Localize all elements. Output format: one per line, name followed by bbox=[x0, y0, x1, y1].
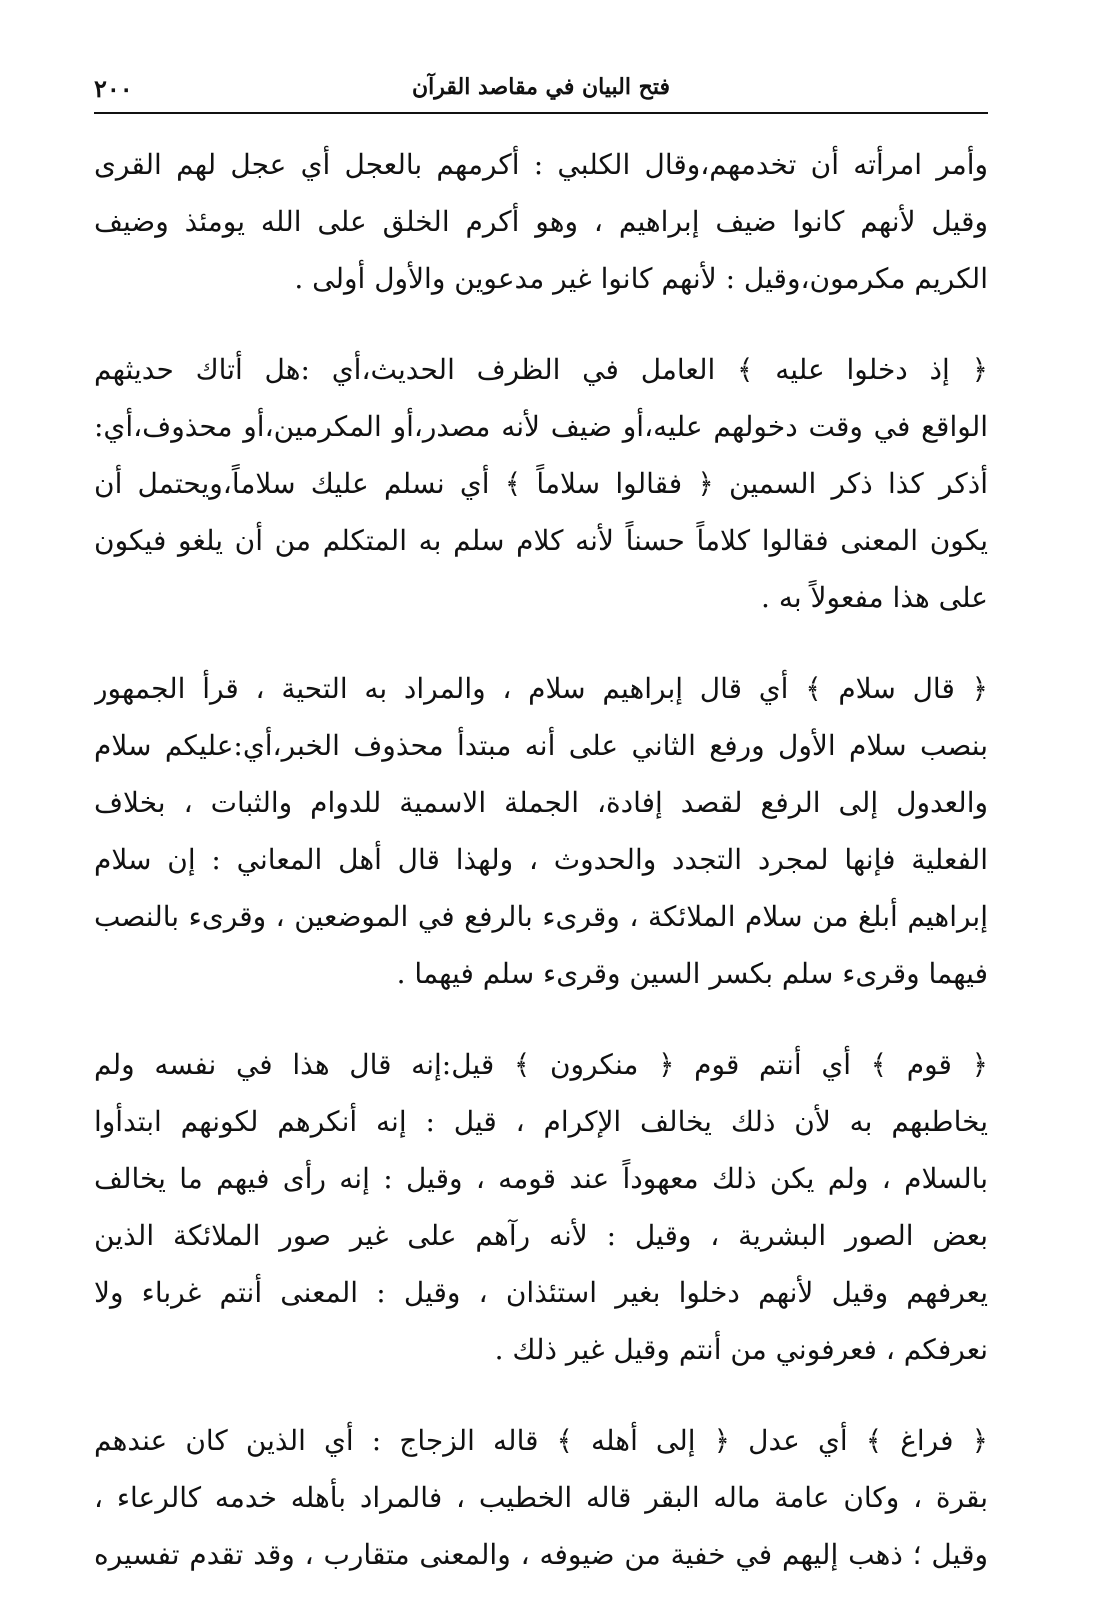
text-line: فيهما وقرىء سلم بكسر السين وقرىء سلم فيهما . bbox=[396, 957, 988, 990]
text-line: وقيل لأنهم كانوا ضيف إبراهيم ، وهو أكرم الخلق على الله يومئذ وضيف bbox=[94, 205, 988, 238]
text-line: وأمر امرأته أن تخدمهم،وقال الكلبي : أكرمهم بالعجل أي عجل لهم القرى bbox=[94, 148, 988, 181]
paragraph-2 bbox=[94, 341, 988, 626]
text-line: بالسلام ، ولم يكن ذلك معهوداً عند قومه ، وقيل : إنه رأى فيهم ما يخالف bbox=[94, 1162, 988, 1195]
page-header bbox=[94, 66, 988, 114]
paragraph-5 bbox=[94, 1412, 988, 1583]
text-line: ﴿ فراغ ﴾ أي عدل ﴿ إلى أهله ﴾ قاله الزجاج : أي الذين كان عندهم bbox=[94, 1424, 988, 1457]
text-line: الكريم مكرمون،وقيل : لأنهم كانوا غير مدعوين والأول أولى . bbox=[294, 262, 988, 295]
running-title: فتح البيان في مقاصد القرآن bbox=[412, 74, 670, 100]
text-line: بعض الصور البشرية ، وقيل : لأنه رآهم على غير صور الملائكة الذين bbox=[94, 1219, 988, 1252]
paragraph-1 bbox=[94, 136, 988, 307]
text-line: ﴿ قوم ﴾ أي أنتم قوم ﴿ منكرون ﴾ قيل:إنه قال هذا في نفسه ولم bbox=[94, 1048, 988, 1081]
text-line: بنصب سلام الأول ورفع الثاني على أنه مبتدأ محذوف الخبر،أي:عليكم سلام bbox=[94, 729, 988, 762]
text-line: ﴿ إذ دخلوا عليه ﴾ العامل في الظرف الحديث،أي :هل أتاك حديثهم bbox=[94, 353, 988, 386]
page-number: ٢٠٠ bbox=[94, 74, 133, 103]
text-line: يعرفهم وقيل لأنهم دخلوا بغير استئذان ، وقيل : المعنى أنتم غرباء ولا bbox=[94, 1276, 988, 1309]
text-line: يكون المعنى فقالوا كلاماً حسناً لأنه كلام سلم به المتكلم من أن يلغو فيكون bbox=[94, 524, 988, 557]
text-line: على هذا مفعولاً به . bbox=[761, 581, 988, 614]
text-line: ﴿ قال سلام ﴾ أي قال إبراهيم سلام ، والمراد به التحية ، قرأ الجمهور bbox=[94, 672, 988, 705]
text-line: يخاطبهم به لأن ذلك يخالف الإكرام ، قيل : إنه أنكرهم لكونهم ابتدأوا bbox=[94, 1105, 988, 1138]
text-line: إبراهيم أبلغ من سلام الملائكة ، وقرىء بالرفع في الموضعين ، وقرىء بالنصب bbox=[94, 900, 988, 933]
text-line: الواقع في وقت دخولهم عليه،أو ضيف لأنه مصدر،أو المكرمين،أو محذوف،أي: bbox=[94, 410, 988, 443]
text-line: والعدول إلى الرفع لقصد إفادة، الجملة الاسمية للدوام والثبات ، بخلاف bbox=[94, 786, 988, 819]
text-line: أذكر كذا ذكر السمين ﴿ فقالوا سلاماً ﴾ أي نسلم عليك سلاماً،ويحتمل أن bbox=[94, 467, 988, 500]
text-line: الفعلية فإنها لمجرد التجدد والحدوث ، ولهذا قال أهل المعاني : إن سلام bbox=[94, 843, 988, 876]
page-body bbox=[94, 136, 988, 1617]
text-line: بقرة ، وكان عامة ماله البقر قاله الخطيب ، فالمراد بأهله خدمه كالرعاء ، bbox=[94, 1481, 988, 1514]
paragraph-3 bbox=[94, 660, 988, 1002]
paragraph-4 bbox=[94, 1036, 988, 1378]
text-line: نعرفكم ، فعرفوني من أنتم وقيل غير ذلك . bbox=[494, 1333, 988, 1366]
text-line: وقيل ؛ ذهب إليهم في خفية من ضيوفه ، والمعنى متقارب ، وقد تقدم تفسيره bbox=[94, 1538, 988, 1571]
